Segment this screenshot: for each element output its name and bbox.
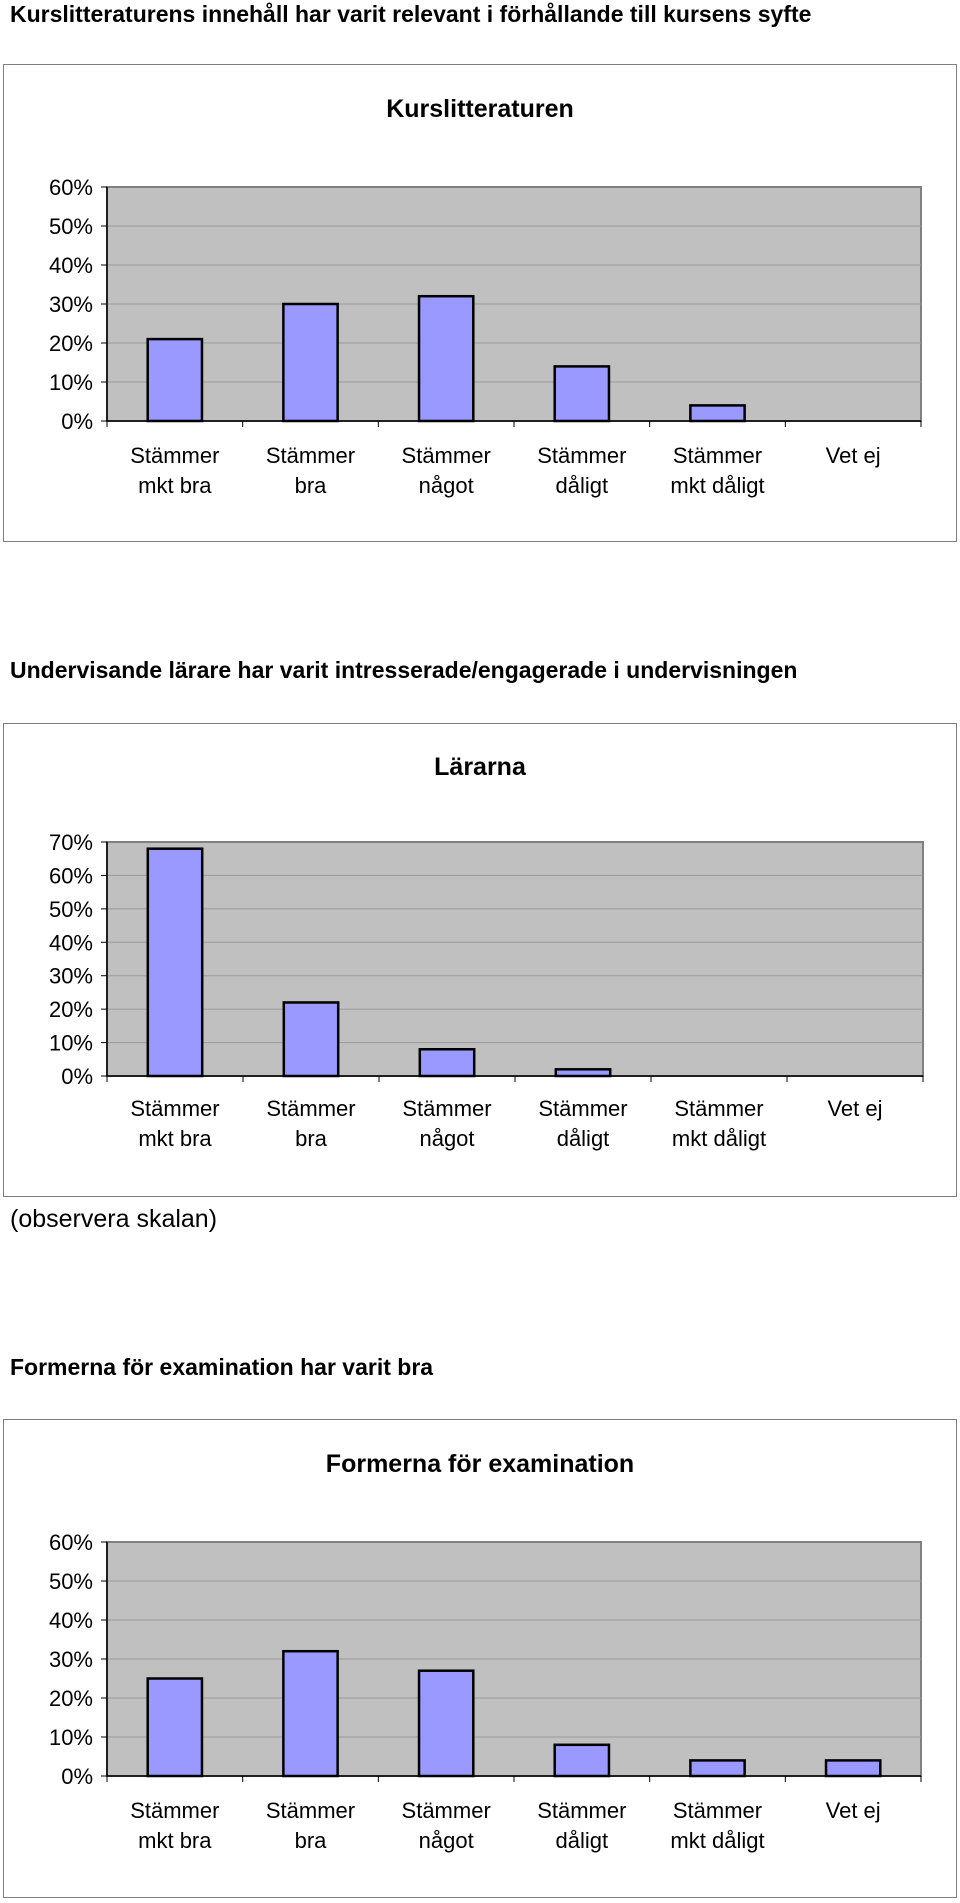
x-tick-label: Stämmer	[402, 1096, 492, 1121]
x-tick-label: Stämmer	[537, 1798, 627, 1823]
bar-chart-svg	[4, 724, 956, 1196]
bar	[148, 339, 202, 421]
chart-title: Lärarna	[434, 753, 526, 781]
x-tick-label: Stämmer	[401, 443, 491, 468]
bar	[555, 366, 609, 421]
y-tick-label: 50%	[48, 214, 93, 239]
bar	[148, 1679, 202, 1777]
y-tick-label: 40%	[48, 1608, 93, 1633]
x-tick-label: mkt dåligt	[670, 1828, 765, 1853]
section-heading: Undervisande lärare har varit intresserade/engagerade i undervisningen	[10, 657, 798, 683]
chart-formerna-for-examination	[3, 1419, 957, 1898]
x-tick-label: Vet ej	[825, 1798, 881, 1823]
chart-lararna	[3, 723, 957, 1197]
bar	[419, 296, 473, 421]
chart-kurslitteraturen	[3, 64, 957, 542]
x-tick-label: bra	[295, 1126, 327, 1151]
chart-title: Kurslitteraturen	[386, 95, 574, 123]
x-tick-label: Stämmer	[672, 443, 763, 468]
y-tick-label: 40%	[48, 253, 93, 278]
bar	[690, 405, 744, 421]
y-tick-label: 70%	[48, 830, 93, 855]
x-tick-label: bra	[294, 1828, 327, 1853]
x-tick-label: Stämmer	[265, 1798, 356, 1823]
x-tick-label: Stämmer	[266, 1096, 356, 1121]
bar	[419, 1671, 473, 1776]
x-tick-label: något	[418, 473, 474, 498]
x-tick-label: mkt bra	[138, 1828, 212, 1853]
x-tick-label: Stämmer	[130, 443, 220, 468]
x-tick-label: något	[418, 1828, 474, 1853]
bar-chart-svg	[4, 1420, 956, 1897]
y-tick-label: 20%	[48, 331, 93, 356]
x-tick-label: något	[419, 1126, 475, 1151]
x-tick-label: Stämmer	[674, 1096, 764, 1121]
y-tick-label: 0%	[61, 1764, 93, 1789]
plot-area	[107, 842, 923, 1076]
x-tick-label: mkt bra	[138, 473, 212, 498]
y-tick-label: 60%	[48, 175, 93, 200]
bar-chart-svg	[4, 65, 956, 541]
bar	[283, 1651, 337, 1776]
y-tick-label: 30%	[48, 1647, 93, 1672]
y-tick-label: 10%	[48, 370, 93, 395]
x-tick-label: Stämmer	[265, 443, 356, 468]
y-tick-label: 20%	[48, 1686, 93, 1711]
bar	[420, 1049, 474, 1076]
x-tick-label: mkt bra	[138, 1126, 212, 1151]
y-tick-label: 10%	[48, 1725, 93, 1750]
scale-note: (observera skalan)	[10, 1205, 218, 1233]
section-heading: Kurslitteraturens innehåll har varit relevant i förhållande till kursens syfte	[10, 1, 812, 27]
bar	[555, 1745, 609, 1776]
x-tick-label: dåligt	[556, 1126, 610, 1151]
chart-title: Formerna för examination	[325, 1450, 635, 1478]
x-tick-label: bra	[294, 473, 327, 498]
y-tick-label: 20%	[48, 997, 93, 1023]
y-tick-label: 50%	[48, 1569, 93, 1594]
y-tick-label: 10%	[48, 1030, 93, 1056]
y-tick-label: 60%	[48, 1530, 93, 1555]
bar	[283, 304, 337, 421]
bar	[284, 1002, 338, 1076]
x-tick-label: mkt dåligt	[671, 1126, 767, 1151]
x-tick-label: Stämmer	[130, 1798, 220, 1823]
x-tick-label: Stämmer	[537, 443, 627, 468]
y-tick-label: 40%	[48, 930, 93, 956]
y-tick-label: 60%	[48, 863, 93, 889]
x-tick-label: dåligt	[555, 1828, 609, 1853]
x-tick-label: Stämmer	[130, 1096, 220, 1121]
y-tick-label: 30%	[48, 963, 93, 989]
x-tick-label: Stämmer	[538, 1096, 628, 1121]
bar	[690, 1760, 744, 1776]
x-tick-label: Vet ej	[825, 443, 881, 468]
x-tick-label: mkt dåligt	[670, 473, 765, 498]
x-tick-label: Vet ej	[827, 1096, 883, 1121]
x-tick-label: Stämmer	[672, 1798, 763, 1823]
y-tick-label: 0%	[61, 409, 93, 434]
y-tick-label: 50%	[48, 896, 93, 922]
x-tick-label: Stämmer	[401, 1798, 491, 1823]
bar	[826, 1760, 880, 1776]
y-tick-label: 30%	[48, 292, 93, 317]
section-heading: Formerna för examination har varit bra	[10, 1354, 434, 1380]
bar	[148, 849, 202, 1076]
y-tick-label: 0%	[61, 1064, 93, 1089]
bar	[556, 1069, 610, 1076]
x-tick-label: dåligt	[555, 473, 609, 498]
